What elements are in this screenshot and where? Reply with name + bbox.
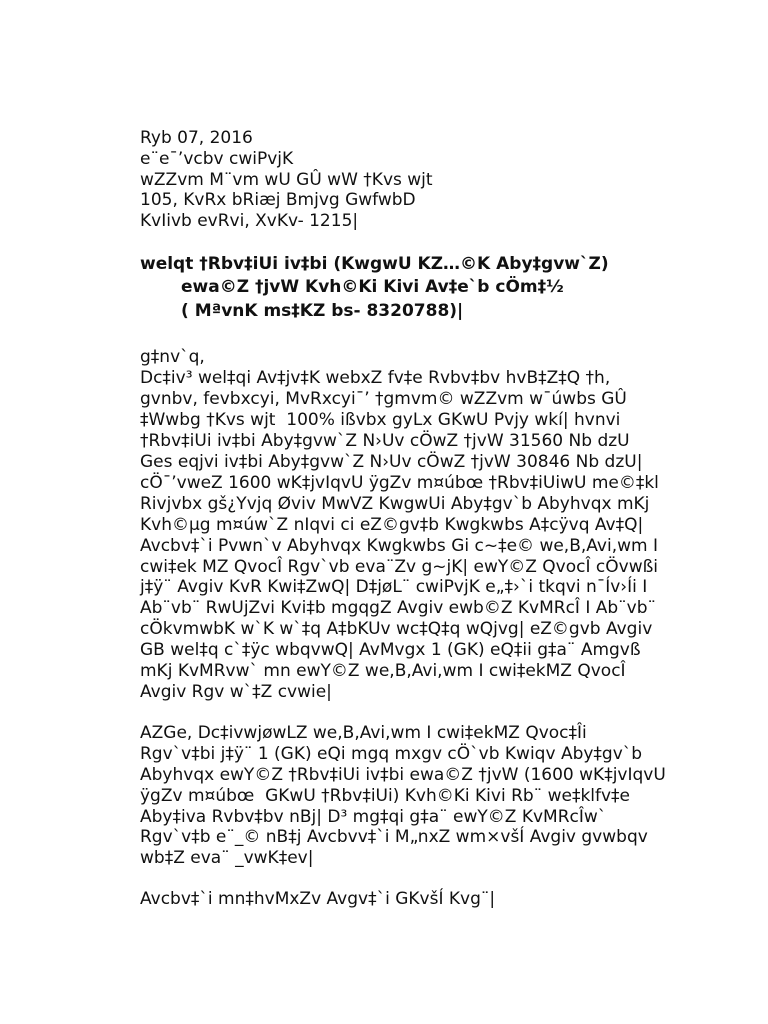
paragraph-line: cÖ¯’vweZ 1600 wK‡jvIqvU ÿgZv m¤úbœ †Rbv‡iUiwU me©‡kl [140, 472, 659, 493]
closing-block [140, 889, 740, 910]
paragraph-line: j‡ÿ¨ Avgiv KvR Kwi‡ZwQ| D‡jøL¨ cwiPvjK e„‡›`i tkqvi n¯Ív›Íi I [140, 577, 648, 598]
paragraph-line: AZGe, Dc‡ivwjøwLZ we,B,Avi,wm I cwi‡ekMZ Qvoc‡Îi [140, 722, 587, 743]
paragraph-line: Kvh©µg m¤úw`Z nIqvi ci eZ©gv‡b Kwgkwbs A‡cÿvq Av‡Q| [140, 514, 644, 535]
letter-document [140, 128, 740, 930]
recipient-street: 105, KvRx bRiæj Bmjvg GwfwbD [140, 190, 416, 211]
body-paragraph-1 [140, 368, 740, 703]
closing-line: Avcbv‡`i mn‡hvMxZv Avgv‡`i GKvšÍ Kvg¨| [140, 889, 496, 910]
greeting-block [140, 347, 740, 368]
recipient-title: e¨e¯’vcbv cwiPvjK [140, 148, 294, 169]
paragraph-line: cwi‡ek MZ QvocÎ Rgv`vb eva¨Zv g~jK| ewY©Z QvocÎ cÖvwßi [140, 556, 659, 577]
paragraph-line: †Rbv‡iUi iv‡bi Aby‡gvw`Z N›Uv cÖwZ †jvW 31560 Nb dzU [140, 431, 630, 452]
paragraph-line: Avgiv Rgv w`‡Z cvwie| [140, 681, 332, 702]
paragraph-line: wb‡Z eva¨ _vwK‡ev| [140, 848, 314, 869]
recipient-company: wZZvm M¨vm wU GÛ wW †Kvs wjt [140, 169, 433, 190]
paragraph-line: ÿgZv m¤úbœ GKwU †Rbv‡iUi) Kvh©Ki Kivi Rb¨ we‡klfv‡e [140, 785, 631, 806]
paragraph-line: Ges eqjvi iv‡bi Aby‡gvw`Z N›Uv cÖwZ †jvW 30846 Nb dzU| [140, 452, 643, 473]
subject-block [140, 253, 740, 324]
paragraph-line: ‡Wwbg †Kvs wjt 100% ißvbx gyLx GKwU Pvjy wkí| hvnvi [140, 410, 621, 431]
paragraph-line: mKj KvMRvw` mn ewY©Z we,B,Avi,wm I cwi‡ekMZ QvocÎ [140, 661, 626, 682]
paragraph-line: Dc‡iv³ wel‡qi Av‡jv‡K webxZ fv‡e Rvbv‡bv hvB‡Z‡Q †h, [140, 368, 611, 389]
subject-line: ( MªvnK ms‡KZ bs- 8320788)| [181, 300, 464, 321]
subject-line: welqt †Rbv‡iUi iv‡bi (KwgwU KZ…©K Aby‡gvw`Z) [140, 253, 609, 274]
paragraph-line: Rgv`v‡b e¨_© nB‡j Avcbvv‡`i M„nxZ wm×všÍ Avgiv gvwbqv [140, 827, 648, 848]
letter-date: Ryb 07, 2016 [140, 128, 253, 148]
address-block [140, 128, 740, 232]
paragraph-line: gvnbv, fevbxcyi, MvRxcyi¯’ †gmvm© wZZvm w¯úwbs GÛ [140, 389, 627, 410]
recipient-city: KvIivb evRvi, XvKv- 1215| [140, 211, 359, 232]
paragraph-line: GB wel‡q c`‡ÿc wbqvwQ| AvMvgx 1 (GK) eQ‡ii g‡a¨ Amgvß [140, 640, 641, 661]
paragraph-line: Rivjvbx gš¿Yvjq Øviv MwVZ KwgwUi Aby‡gv`b Abyhvqx mKj [140, 493, 650, 514]
salutation: g‡nv`q, [140, 347, 205, 368]
body-paragraph-2 [140, 723, 740, 869]
paragraph-line: Avcbv‡`i Pvwn`v Abyhvqx Kwgkwbs Gi c~‡e© we,B,Avi,wm I [140, 535, 658, 556]
paragraph-line: Rgv`v‡bi j‡ÿ¨ 1 (GK) eQi mgq mxgv cÖ`vb Kwiqv Aby‡gv`b [140, 743, 643, 764]
paragraph-line: Ab¨vb¨ RwUjZvi Kvi‡b mgqgZ Avgiv ewb©Z KvMRcÎ I Ab¨vb¨ [140, 598, 657, 619]
paragraph-line: cÖkvmwbK w`K w`‡q A‡bKUv wc‡Q‡q wQjvg| eZ©gvb Avgiv [140, 619, 653, 640]
subject-line: ewa©Z †jvW Kvh©Ki Kivi Av‡e`b cÖm‡½ [181, 277, 564, 298]
paragraph-line: Aby‡iva Rvbv‡bv nBj| D³ mg‡qi g‡a¨ ewY©Z KvMRcÎw` [140, 806, 607, 827]
paragraph-line: Abyhvqx ewY©Z †Rbv‡iUi iv‡bi ewa©Z †jvW (1600 wK‡jvIqvU [140, 764, 666, 785]
